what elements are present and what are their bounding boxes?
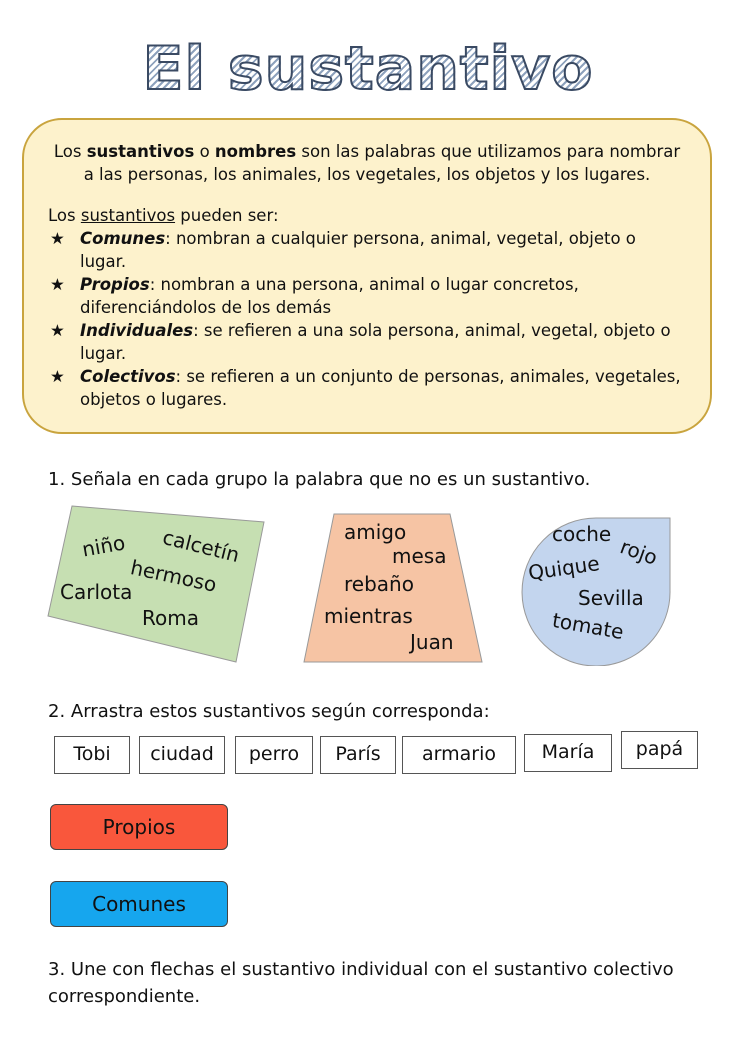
drag-word-paris[interactable]: París (320, 736, 396, 774)
intro-bold-sustantivos: sustantivos (86, 142, 195, 161)
intro-text: son las palabras que utilizamos para nombrar a las personas, los animales, los vegetales, los objetos y los lugares. (83, 142, 681, 184)
word-calcetin[interactable]: calcetín (160, 524, 242, 568)
intro-bold-nombres: nombres (214, 142, 297, 161)
drag-word-armario[interactable]: armario (402, 736, 516, 774)
word-amigo[interactable]: amigo (344, 520, 407, 544)
type-colectivos (48, 365, 686, 411)
word-hermoso[interactable]: hermoso (128, 555, 219, 597)
word-roma[interactable]: Roma (142, 606, 199, 630)
drag-word-ciudad[interactable]: ciudad (139, 736, 225, 774)
types-list (48, 227, 686, 411)
types-heading-prefix: Los (48, 206, 81, 225)
drop-zone-comunes[interactable]: Comunes (50, 881, 228, 927)
types-heading-underlined: sustantivos (80, 206, 176, 225)
type-name: Individuales (80, 321, 194, 340)
type-description: : se refieren a un conjunto de personas, animales, vegetales, objetos o lugares. (80, 367, 681, 409)
type-name: Comunes (80, 229, 166, 248)
word-nino[interactable]: niño (80, 530, 127, 562)
drop-zone-propios[interactable]: Propios (50, 804, 228, 850)
drag-word-papa[interactable]: papá (621, 731, 698, 769)
intro-text: Los (53, 142, 87, 161)
drag-word-maria[interactable]: María (524, 734, 612, 772)
type-description: : se refieren a una sola persona, animal, vegetal, objeto o lugar. (80, 321, 671, 363)
type-comunes (48, 227, 686, 273)
type-description: : nombran a cualquier persona, animal, vegetal, objeto o lugar. (80, 229, 636, 271)
drag-word-tobi[interactable]: Tobi (54, 736, 130, 774)
type-propios (48, 273, 686, 319)
word-carlota[interactable]: Carlota (60, 580, 133, 604)
type-name: Colectivos (80, 367, 176, 386)
word-sevilla[interactable]: Sevilla (578, 586, 644, 610)
types-heading-suffix: pueden ser: (175, 206, 279, 225)
word-coche[interactable]: coche (552, 522, 612, 546)
word-quique[interactable]: Quique (526, 551, 601, 585)
page-title: El sustantivo (0, 34, 736, 104)
question-3: 3. Une con flechas el sustantivo individual con el sustantivo colectivo correspondiente. (48, 959, 674, 1007)
star-icon: ★ (50, 367, 65, 386)
star-icon: ★ (50, 229, 65, 248)
word-rojo[interactable]: rojo (617, 534, 661, 570)
type-name: Propios (80, 275, 150, 294)
word-mesa[interactable]: mesa (392, 544, 447, 568)
word-tomate[interactable]: tomate (550, 607, 626, 645)
intro-text: o (194, 142, 215, 161)
type-description: : nombran a una persona, animal o lugar concretos, diferenciándolos de los demás (80, 275, 579, 317)
star-icon: ★ (50, 321, 65, 340)
word-mientras[interactable]: mientras (324, 604, 413, 628)
question-2: 2. Arrastra estos sustantivos según corresponda: (48, 701, 490, 722)
definition-intro (48, 140, 686, 186)
type-individuales (48, 319, 686, 365)
word-juan[interactable]: Juan (410, 630, 454, 654)
star-icon: ★ (50, 275, 65, 294)
types-heading (48, 204, 686, 227)
word-rebano[interactable]: rebaño (344, 572, 414, 596)
question-1: 1. Señala en cada grupo la palabra que no es un sustantivo. (48, 469, 591, 490)
definition-box (22, 118, 712, 434)
drag-word-perro[interactable]: perro (235, 736, 313, 774)
